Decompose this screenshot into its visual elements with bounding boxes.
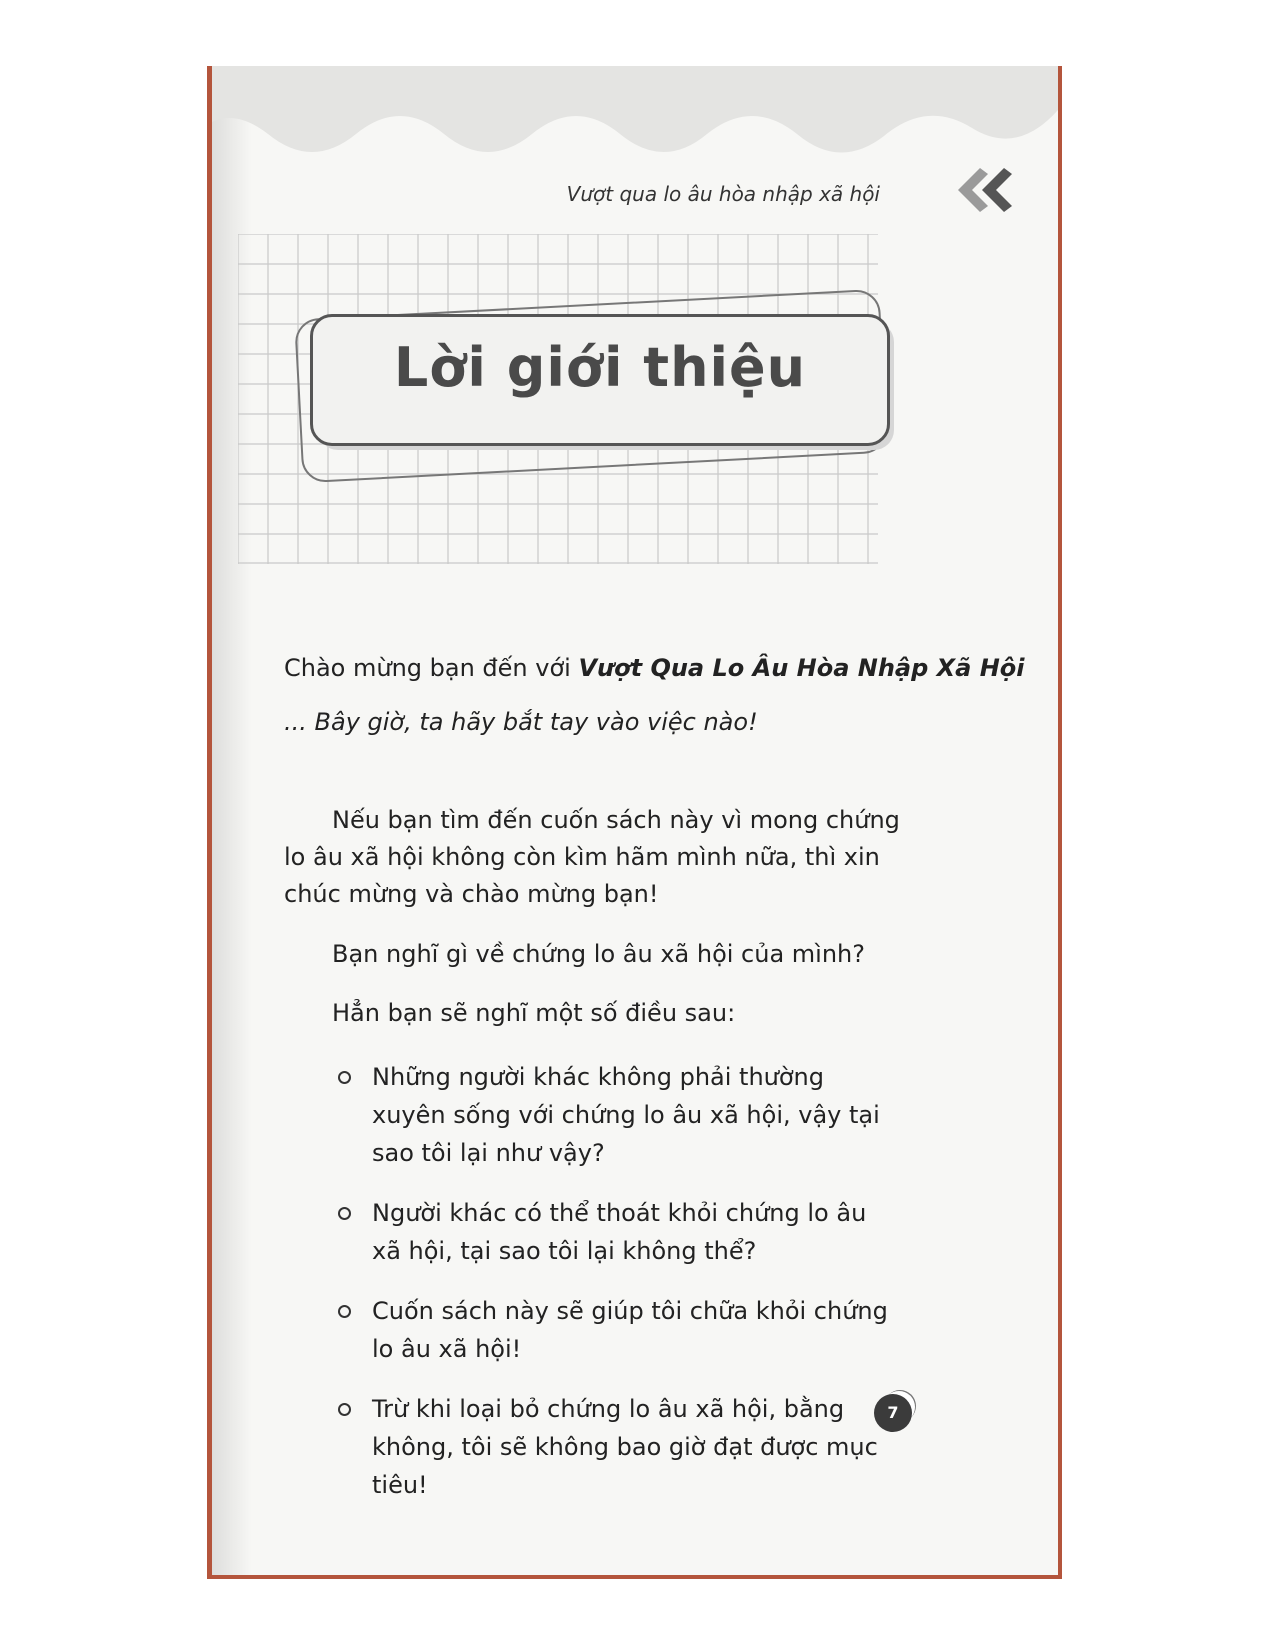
welcome-line <box>284 654 1025 682</box>
paragraph-3: Hẳn bạn sẽ nghĩ một số điều sau: <box>332 999 736 1027</box>
list-item-text: Người khác có thể thoát khỏi chứng lo âu xã hội, tại sao tôi lại không thể? <box>372 1199 867 1265</box>
bullet-circle-icon <box>338 1207 351 1220</box>
paragraph-1: Nếu bạn tìm đến cuốn sách này vì mong chứng lo âu xã hội không còn kìm hãm mình nữa, thì xin chúc mừng và chào mừng bạn! <box>284 806 900 908</box>
running-header: Vượt qua lo âu hòa nhập xã hội <box>566 182 880 206</box>
double-chevron-left-icon <box>952 164 1022 216</box>
book-page <box>212 66 1058 1575</box>
wave-header-decoration <box>212 66 1058 176</box>
list-item <box>332 1292 902 1368</box>
welcome-prefix: Chào mừng bạn đến với <box>284 654 579 682</box>
list-item <box>332 1390 902 1504</box>
list-item-text: Cuốn sách này sẽ giúp tôi chữa khỏi chứng lo âu xã hội! <box>372 1297 888 1363</box>
list-item <box>332 1058 902 1172</box>
list-item <box>332 1194 902 1270</box>
bullet-circle-icon <box>338 1403 351 1416</box>
book-title: Vượt Qua Lo Âu Hòa Nhập Xã Hội <box>578 654 1025 682</box>
bullet-list <box>332 1058 902 1526</box>
list-item-text: Những người khác không phải thường xuyên sống với chứng lo âu xã hội, vậy tại sao tôi lại như vậy? <box>372 1063 880 1167</box>
bullet-circle-icon <box>338 1305 351 1318</box>
bullet-circle-icon <box>338 1071 351 1084</box>
subwelcome-line: ... Bây giờ, ta hãy bắt tay vào việc nào! <box>284 708 758 736</box>
paragraph-2: Bạn nghĩ gì về chứng lo âu xã hội của mình? <box>332 940 865 968</box>
page-number: 7 <box>874 1394 912 1432</box>
chapter-title: Lời giới thiệu <box>393 336 807 399</box>
list-item-text: Trừ khi loại bỏ chứng lo âu xã hội, bằng không, tôi sẽ không bao giờ đạt được mục tiêu! <box>372 1395 878 1499</box>
